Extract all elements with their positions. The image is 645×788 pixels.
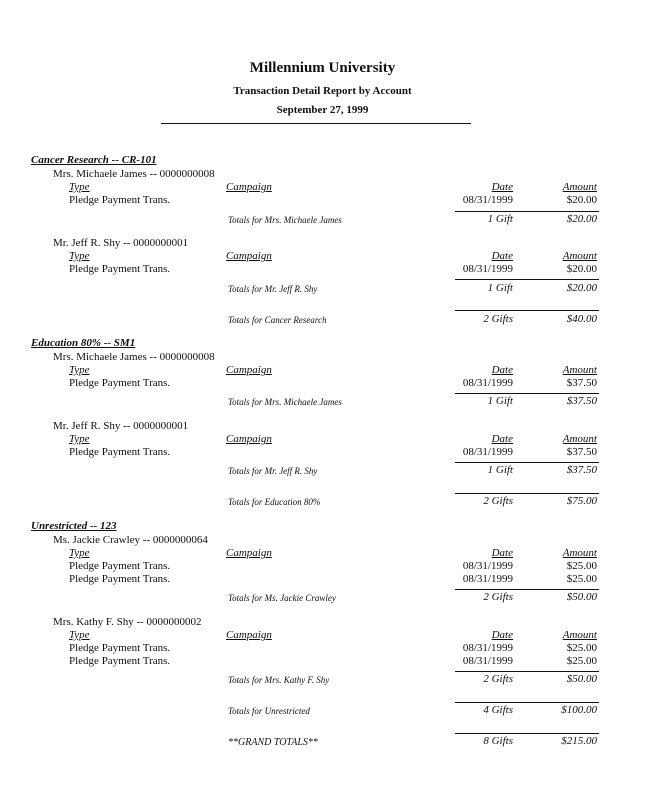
section-totals-label: Totals for Unrestricted [228,706,310,716]
date-column-header: Date [491,181,513,193]
donor-totals-count: 1 Gift [487,464,513,476]
transaction-amount: $25.00 [566,573,597,585]
section-totals-amount: $40.00 [566,313,597,325]
date-column-header: Date [491,547,513,559]
transaction-type: Pledge Payment Trans. [69,377,171,389]
report-subtitle: Transaction Detail Report by Account [233,85,412,97]
donor-name: Mrs. Michaele James -- 0000000008 [53,351,215,363]
totals-amount-rule [525,702,599,703]
donor-totals-amount: $37.50 [566,395,597,407]
donor-totals-label: Totals for Mr. Jeff R. Shy [228,284,318,294]
totals-amount-rule [525,671,599,672]
campaign-column-header: Campaign [226,364,272,376]
section-totals-amount: $75.00 [566,495,597,507]
grand-totals-label: **GRAND TOTALS** [228,737,318,748]
donor-totals-amount: $50.00 [566,673,597,685]
transaction-date: 08/31/1999 [462,573,513,585]
transaction-type: Pledge Payment Trans. [69,655,171,667]
campaign-column-header: Campaign [226,629,272,641]
totals-amount-rule [525,211,599,212]
totals-amount-rule [525,493,599,494]
date-column-header: Date [491,364,513,376]
transaction-amount: $20.00 [566,263,597,275]
amount-column-header: Amount [562,250,597,262]
transaction-amount: $25.00 [566,642,597,654]
donor-totals-amount: $20.00 [566,282,597,294]
section-title: Unrestricted -- 123 [31,520,117,532]
date-column-header: Date [491,629,513,641]
date-column-header: Date [491,433,513,445]
donor-totals-count: 2 Gifts [483,591,513,603]
donor-totals-amount: $50.00 [566,591,597,603]
amount-column-header: Amount [562,364,597,376]
donor-totals-label: Totals for Ms. Jackie Crawley [228,593,336,603]
transaction-date: 08/31/1999 [462,263,513,275]
transaction-amount: $20.00 [566,194,597,206]
report-title: Millennium University [249,60,396,76]
totals-count-rule [455,493,525,494]
type-column-header: Type [69,433,90,445]
transaction-date: 08/31/1999 [462,655,513,667]
section-totals-amount: $100.00 [561,704,597,716]
date-column-header: Date [491,250,513,262]
donor-name: Mr. Jeff R. Shy -- 0000000001 [53,420,189,432]
donor-totals-amount: $37.50 [566,464,597,476]
transaction-amount: $37.50 [566,377,597,389]
type-column-header: Type [69,547,90,559]
grand-totals-amount-rule [525,733,599,734]
totals-count-rule [455,393,525,394]
section-totals-count: 4 Gifts [483,704,513,716]
totals-count-rule [455,211,525,212]
amount-column-header: Amount [562,181,597,193]
type-column-header: Type [69,629,90,641]
transaction-type: Pledge Payment Trans. [69,263,171,275]
donor-name: Mr. Jeff R. Shy -- 0000000001 [53,237,189,249]
transaction-type: Pledge Payment Trans. [69,194,171,206]
totals-amount-rule [525,462,599,463]
section-totals-count: 2 Gifts [483,313,513,325]
grand-totals-amount: $215.00 [561,735,597,747]
campaign-column-header: Campaign [226,250,272,262]
donor-totals-count: 2 Gifts [483,673,513,685]
totals-count-rule [455,589,525,590]
transaction-type: Pledge Payment Trans. [69,446,171,458]
totals-count-rule [455,671,525,672]
header-divider [161,123,471,124]
section-title: Cancer Research -- CR-101 [31,154,157,166]
transaction-date: 08/31/1999 [462,642,513,654]
type-column-header: Type [69,181,90,193]
transaction-amount: $37.50 [566,446,597,458]
donor-totals-label: Totals for Mr. Jeff R. Shy [228,466,318,476]
campaign-column-header: Campaign [226,433,272,445]
donor-totals-label: Totals for Mrs. Kathy F. Shy [228,675,330,685]
donor-name: Ms. Jackie Crawley -- 0000000064 [53,534,208,546]
totals-amount-rule [525,589,599,590]
section-totals-label: Totals for Education 80% [228,497,321,507]
donor-totals-amount: $20.00 [566,213,597,225]
campaign-column-header: Campaign [226,181,272,193]
section-totals-label: Totals for Cancer Research [228,315,327,325]
donor-totals-count: 1 Gift [487,395,513,407]
transaction-amount: $25.00 [566,560,597,572]
transaction-date: 08/31/1999 [462,194,513,206]
campaign-column-header: Campaign [226,547,272,559]
amount-column-header: Amount [562,629,597,641]
donor-name: Mrs. Michaele James -- 0000000008 [53,168,215,180]
totals-count-rule [455,279,525,280]
totals-amount-rule [525,310,599,311]
totals-amount-rule [525,279,599,280]
transaction-date: 08/31/1999 [462,560,513,572]
amount-column-header: Amount [562,433,597,445]
donor-totals-count: 1 Gift [487,282,513,294]
transaction-amount: $25.00 [566,655,597,667]
totals-count-rule [455,462,525,463]
transaction-date: 08/31/1999 [462,377,513,389]
transaction-type: Pledge Payment Trans. [69,573,171,585]
section-totals-count: 2 Gifts [483,495,513,507]
grand-totals-count: 8 Gifts [483,735,513,747]
type-column-header: Type [69,250,90,262]
donor-totals-label: Totals for Mrs. Michaele James [228,397,342,407]
transaction-type: Pledge Payment Trans. [69,560,171,572]
amount-column-header: Amount [562,547,597,559]
section-title: Education 80% -- SM1 [31,337,136,349]
totals-amount-rule [525,393,599,394]
transaction-date: 08/31/1999 [462,446,513,458]
grand-totals-count-rule [455,733,525,734]
report-date: September 27, 1999 [276,104,369,116]
donor-totals-label: Totals for Mrs. Michaele James [228,215,342,225]
totals-count-rule [455,702,525,703]
donor-name: Mrs. Kathy F. Shy -- 0000000002 [53,616,202,628]
type-column-header: Type [69,364,90,376]
transaction-type: Pledge Payment Trans. [69,642,171,654]
totals-count-rule [455,310,525,311]
donor-totals-count: 1 Gift [487,213,513,225]
